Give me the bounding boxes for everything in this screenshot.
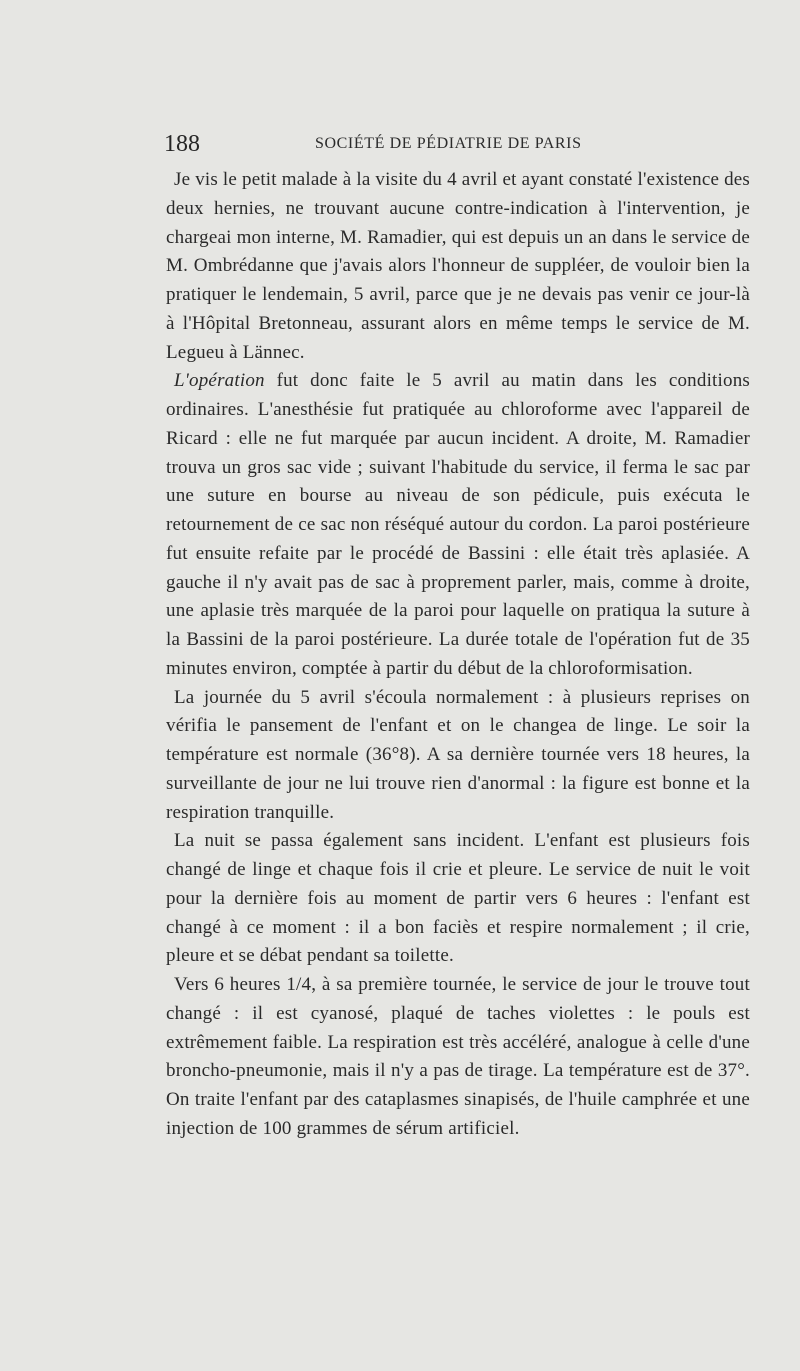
body-text [166, 166, 750, 1144]
paragraph: Vers 6 heures 1/4, à sa première tournée, le service de jour le trouve tout changé : il est cyanosé, plaqué de taches violettes : le pouls est extrêmement faible. La respiration est très accéléré, analogue à celle d'une broncho-pneumonie, mais il n'y a pas de tirage. La température est de 37°. On traite l'enfant par des cataplasmes sinapisés, de l'huile camphrée et une injection de 100 grammes de sérum artificiel. [166, 974, 750, 1139]
page-number: 188 [164, 131, 200, 157]
paragraph-text: fut donc faite le 5 avril au matin dans les conditions ordinaires. L'anesthésie fut pratiquée au chloroforme avec l'appareil de Ricard : elle ne fut marquée par aucun incident. A droite, M. Ramadier trouva un gros sac vide ; suivant l'habitude du service, il ferma le sac par une suture en bourse au niveau de son pédicule, puis exécuta le retournement de ce sac non réséqué autour du cordon. La paroi postérieure fut ensuite refaite par le procédé de Bassini : elle était très aplasiée. A gauche il n'y avait pas de sac à proprement parler, mais, comme à droite, une aplasie très marquée de la paroi pour laquelle on pratiqua la suture à la Bassini de la paroi postérieure. La durée totale de l'opération fut de 35 minutes environ, comptée à partir du début de la chloroformisation. [166, 370, 750, 679]
page-header [164, 126, 749, 162]
running-head: SOCIÉTÉ DE PÉDIATRIE DE PARIS [315, 135, 582, 152]
paragraph: La nuit se passa également sans incident. L'enfant est plusieurs fois changé de linge et chaque fois il crie et pleure. Le service de nuit le voit pour la dernière fois au moment de partir vers 6 heures : l'enfant est changé à ce moment : il a bon faciès et respire normalement ; il crie, pleure et se débat pendant sa toilette. [166, 830, 750, 967]
paragraph [166, 367, 750, 683]
paragraph: La journée du 5 avril s'écoula normalement : à plusieurs reprises on vérifia le pansement de l'enfant et on le changea de linge. Le soir la température est normale (36°8). A sa dernière tournée vers 18 heures, la surveillante de jour ne lui trouve rien d'anormal : la figure est bonne et la respiration tranquille. [166, 686, 750, 823]
italic-lead: L'opération [174, 370, 265, 392]
paragraph: Je vis le petit malade à la visite du 4 avril et ayant constaté l'existence des deux hernies, ne trouvant aucune contre-indication à l'intervention, je chargeai mon interne, M. Ramadier, qui est depuis un an dans le service de M. Ombrédanne que j'avais alors l'honneur de suppléer, de vouloir bien la pratiquer le lendemain, 5 avril, parce que je ne devais pas venir ce jour-là à l'Hôpital Bretonneau, assurant alors en même temps le service de M. Legueu à Lännec. [166, 169, 750, 363]
